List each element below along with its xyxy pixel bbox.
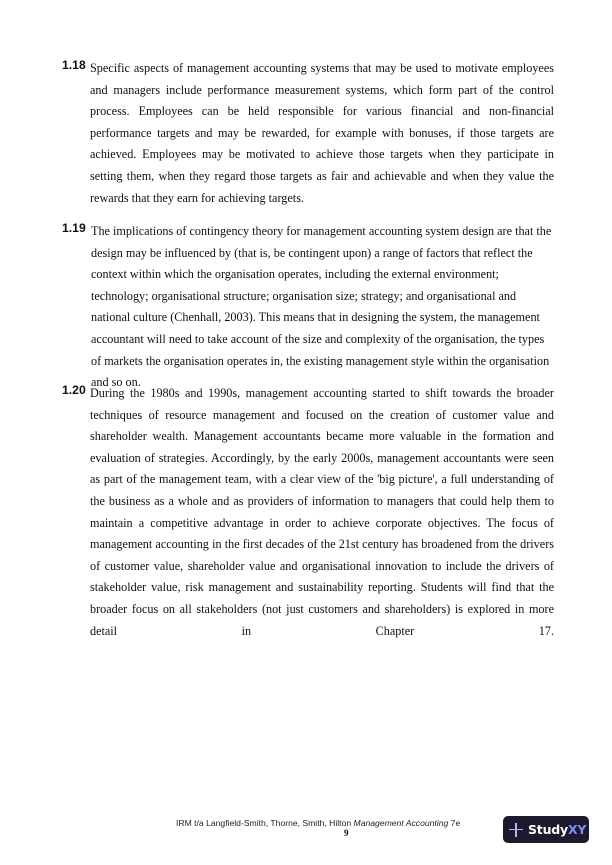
footer-authors: IRM t/a Langfield-Smith, Thorne, Smith, Hilton	[176, 818, 354, 828]
paragraph-text: The implications of contingency theory for management accounting system design are that the design may be influenced by (that is, be contingent upon) a range of factors that reflect the context within which the organisation operates, including the external environment; technology; organisational structure; organisation size; strategy; and organisational and national culture (Chenhall, 2003). This means that in designing the system, the management accountant will need to take account of the size and complexity of the organisation, the types of markets the organisation operates in, the existing management style within the organisation and so on.	[91, 224, 552, 390]
paragraph-number: 1.19	[62, 221, 86, 235]
footer-edition: 7e	[448, 818, 461, 828]
paragraph-1-19	[62, 221, 554, 394]
paragraph-number: 1.18	[62, 58, 86, 72]
plus-icon	[509, 823, 523, 837]
paragraph-1-18	[62, 58, 554, 209]
footer-reference	[176, 818, 460, 828]
paragraph-text: Specific aspects of management accounting systems that may be used to motivate employees and managers include performance measurement systems, which form part of the control process. Employees can be held responsible for various financial and non-financial performance targets and may be rewarded, for example with bonuses, if those targets are achieved. Employees may be motivated to achieve those targets when they participate in setting them, when they regard those targets as fair and achievable and when they value the rewards that they earn for achieving targets.	[90, 61, 554, 205]
paragraph-1-20	[62, 383, 554, 642]
logo-text	[528, 822, 586, 837]
paragraph-text: During the 1980s and 1990s, management accounting started to shift towards the broader techniques of resource management and focused on the creation of customer value and shareholder wealth. Management accountants became more valuable in the formation and evaluation of strategies. Accordingly, by the early 2000s, management accountants were seen as part of the management team, with a clear view of the 'big picture', a full understanding of the business as a whole and as providers of information to managers that could help them to maintain a competitive advantage in order to achieve corporate objectives. The focus of management accounting in the first decades of the 21st century has broadened from the drivers of customer value, shareholder value and organisational innovation to include the drivers of stakeholder value, risk management and sustainability reporting. Students will find that the broader focus on all stakeholders (not just customers and shareholders) is explored in more detail in Chapter 17.	[90, 386, 554, 638]
studyxy-logo[interactable]	[503, 816, 589, 843]
page-number: 9	[344, 828, 349, 838]
footer-book-title: Management Accounting	[353, 818, 449, 828]
paragraph-number: 1.20	[62, 383, 86, 397]
logo-text-main: Study	[528, 822, 568, 837]
logo-text-accent: XY	[567, 822, 587, 837]
